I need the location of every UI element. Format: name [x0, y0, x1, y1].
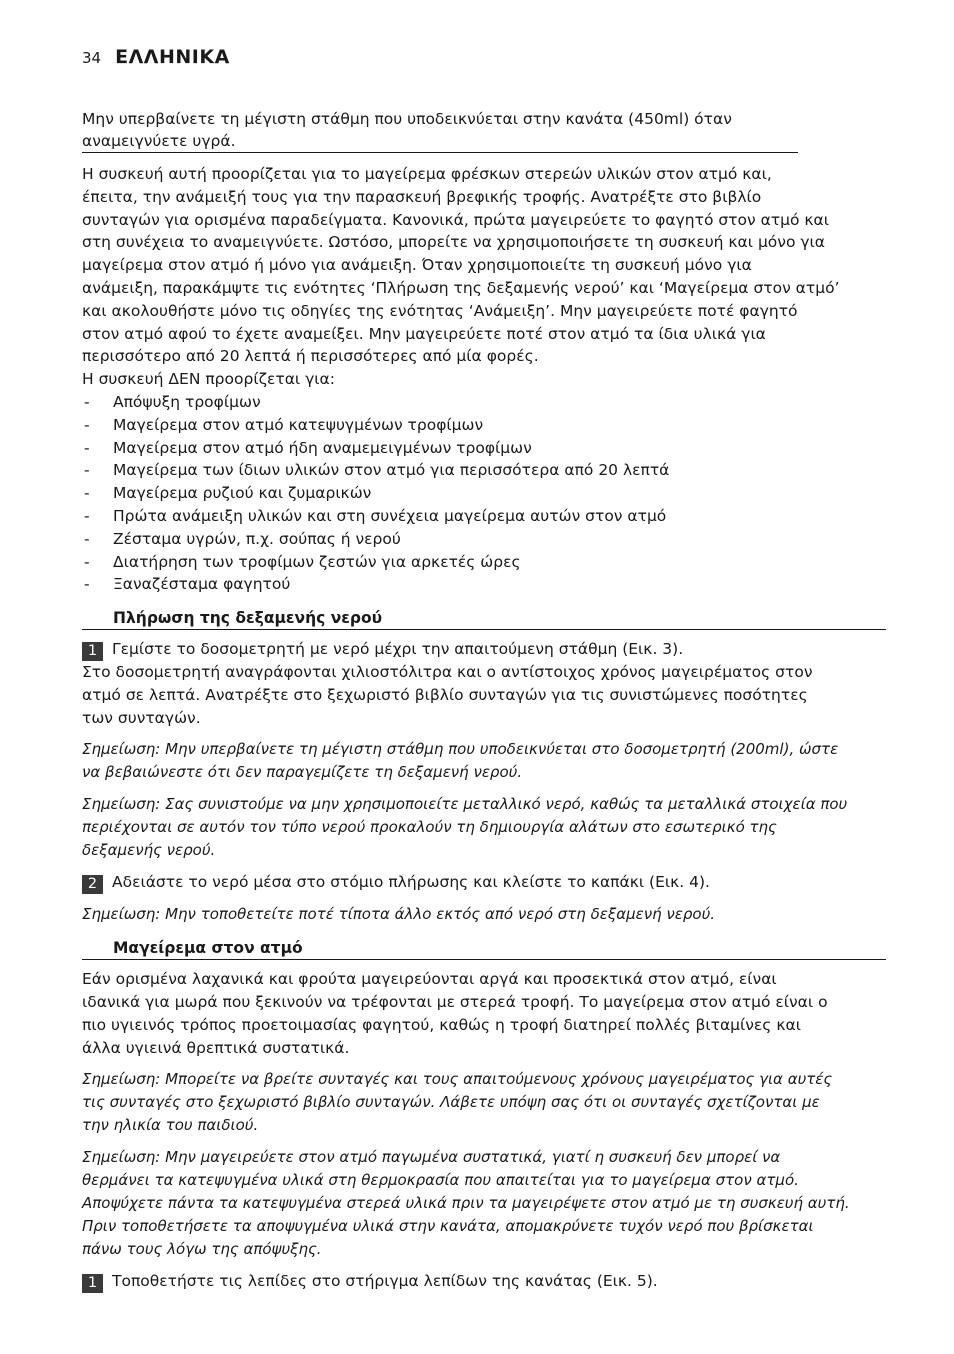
note-line: δεξαμενής νερού. — [82, 841, 216, 860]
note-line: Σημείωση: Μπορείτε να βρείτε συνταγές και τους απαιτούμενους χρόνους μαγειρέματος για αυτές — [82, 1070, 833, 1089]
text-line: περισσότερο από 20 λεπτά ή περισσότερες από μία φορές. — [82, 347, 539, 366]
list-item: - Ξαναζέσταμα φαγητού — [82, 573, 890, 596]
bullet-dash: - — [84, 438, 90, 457]
steaming-paragraph — [82, 968, 890, 1059]
text-line: ατμό σε λεπτά. Ανατρέξτε στο ξεχωριστό βιβλίο συνταγών για τις συνιστώμενες ποσότητες — [82, 685, 808, 704]
text-line: στον ατμό αφού το έχετε αναμείξει. Μην μαγειρεύετε ποτέ στον ατμό τα ίδια υλικά για — [82, 324, 766, 343]
note-line: θερμάνει τα κατεψυγμένα υλικά στη θερμοκρασία που απαιτείται για το μαγείρεμα στον ατμό. — [82, 1171, 799, 1190]
bullet-dash: - — [84, 506, 90, 525]
page-number: 34 — [82, 49, 102, 67]
bullet-dash: - — [84, 415, 90, 434]
warning-line: αναμειγνύετε υγρά. — [82, 130, 236, 153]
note-line: Σημείωση: Μην υπερβαίνετε τη μέγιστη στάθμη που υποδεικνύεται στο δοσομετρητή (200ml), ώστε — [82, 740, 839, 759]
text-line: Η συσκευή αυτή προορίζεται για το μαγείρεμα φρέσκων στερεών υλικών στον ατμό και, — [82, 165, 772, 183]
list-item: - Απόψυξη τροφίμων — [82, 391, 890, 414]
step-text: Τοποθετήστε τις λεπίδες στο στήριγμα λεπίδων της κανάτας (Εικ. 5). — [112, 1272, 658, 1291]
list-item: - Πρώτα ανάμειξη υλικών και στη συνέχεια μαγείρεμα αυτών στον ατμό — [82, 505, 890, 528]
note-max-level — [82, 738, 890, 784]
bullet-dash: - — [84, 529, 90, 548]
text-line: ανάμειξη, παρακάμψτε τις ενότητες ‘Πλήρωση της δεξαμενής νερού’ και ‘Μαγείρεμα στον ατμό’ — [82, 278, 840, 297]
list-item: - Μαγείρεμα στον ατμό ήδη αναμεμειγμένων τροφίμων — [82, 437, 890, 460]
text-line: έπειτα, την ανάμειξή τους για την παρασκευή βρεφικής τροφής. Ανατρέξτε στο βιβλίο — [82, 187, 762, 206]
text-line: συνταγών για ορισμένα παραδείγματα. Κανονικά, πρώτα μαγειρεύετε το φαγητό στον ατμό και — [82, 210, 829, 229]
note-line: Σημείωση: Σας συνιστούμε να μην χρησιμοποιείτε μεταλλικό νερό, καθώς τα μεταλλικά στοιχεία που — [82, 795, 848, 814]
step-number-badge: 2 — [82, 875, 103, 894]
note-line: Σημείωση: Μην μαγειρεύετε στον ατμό παγωμένα συστατικά, γιατί η συσκευή δεν μπορεί να — [82, 1148, 781, 1167]
bullet-dash: - — [84, 392, 90, 411]
step-number-badge: 1 — [82, 642, 103, 661]
note-frozen-ingredients — [82, 1146, 890, 1261]
warning-block — [82, 108, 798, 153]
text-line: στη συνέχεια το αναμειγνύετε. Ωστόσο, μπορείτε να χρησιμοποιήσετε τη συσκευή και μόνο για — [82, 233, 825, 252]
list-item: - Ζέσταμα υγρών, π.χ. σούπας ή νερού — [82, 528, 890, 551]
warning-line: Μην υπερβαίνετε τη μέγιστη στάθμη που υποδεικνύεται στην κανάτα (450ml) όταν — [82, 110, 732, 128]
step-2-pour-water — [82, 871, 890, 894]
main-content — [82, 163, 890, 1293]
section-heading-steaming: Μαγείρεμα στον ατμό — [82, 937, 886, 960]
text-line: και ακολουθήστε μόνο τις οδηγίες της ενότητας ‘Ανάμειξη’. Μην μαγειρεύετε ποτέ φαγητό — [82, 301, 798, 320]
text-line: πιο υγιεινός τρόπος προετοιμασίας φαγητού, καθώς η τροφή διατηρεί πολλές βιταμίνες και — [82, 1015, 801, 1034]
list-item: - Μαγείρεμα των ίδιων υλικών στον ατμό για περισσότερα από 20 λεπτά — [82, 459, 890, 482]
list-item: - Διατήρηση των τροφίμων ζεστών για αρκετές ώρες — [82, 551, 890, 574]
text-line: Στο δοσομετρητή αναγράφονται χιλιοστόλιτρα και ο αντίστοιχος χρόνος μαγειρέματος στον — [82, 662, 813, 681]
intro-paragraph — [82, 163, 890, 391]
bullet-dash: - — [84, 552, 90, 571]
step-number-badge: 1 — [82, 1274, 103, 1293]
step-1-fill-measuring-cup — [82, 638, 890, 661]
note-line: Πριν τοποθετήσετε τα αποψυγμένα υλικά στην κανάτα, απομακρύνετε τυχόν νερό που βρίσκεται — [82, 1217, 814, 1236]
note-line: την ηλικία του παιδιού. — [82, 1116, 259, 1135]
step-text: Αδειάστε το νερό μέσα στο στόμιο πλήρωσης και κλείστε το καπάκι (Εικ. 4). — [112, 873, 710, 892]
bullet-dash: - — [84, 575, 90, 594]
step-text: Γεμίστε το δοσομετρητή με νερό μέχρι την απαιτούμενη στάθμη (Εικ. 3). — [112, 640, 684, 659]
note-mineral-water — [82, 793, 890, 862]
page-header — [82, 46, 230, 68]
note-line: τις συνταγές στο ξεχωριστό βιβλίο συνταγών. Λάβετε υπόψη σας ότι οι συνταγές σχετίζονται με — [82, 1093, 820, 1112]
text-line: Η συσκευή ΔΕΝ προορίζεται για: — [82, 370, 335, 389]
note-line: να βεβαιώνεστε ότι δεν παραγεμίζετε τη δεξαμενή νερού. — [82, 763, 523, 782]
text-line: των συνταγών. — [82, 708, 201, 727]
text-line: μαγείρεμα στον ατμό ή μόνο για ανάμειξη. Όταν χρησιμοποιείτε τη συσκευή μόνο για — [82, 256, 752, 275]
not-intended-list — [82, 391, 890, 596]
note-recipes — [82, 1068, 890, 1137]
list-item: - Μαγείρεμα ρυζιού και ζυμαρικών — [82, 482, 890, 505]
note-line: περιέχονται σε αυτόν τον τύπο νερού προκαλούν τη δημιουργία αλάτων στο εσωτερικό της — [82, 818, 777, 837]
note-only-water: Σημείωση: Μην τοποθετείτε ποτέ τίποτα άλλο εκτός από νερό στη δεξαμενή νερού. — [82, 905, 716, 924]
bullet-dash: - — [84, 461, 90, 480]
section-heading-fill-water-tank: Πλήρωση της δεξαμενής νερού — [82, 607, 886, 630]
text-line: ιδανικά για μωρά που ξεκινούν να τρέφονται με στερεά τροφή. Το μαγείρεμα στον ατμό είναι ο — [82, 992, 828, 1011]
text-line: Εάν ορισμένα λαχανικά και φρούτα μαγειρεύονται αργά και προσεκτικά στον ατμό, είναι — [82, 970, 777, 989]
bullet-dash: - — [84, 484, 90, 503]
text-line: άλλα υγιεινά θρεπτικά συστατικά. — [82, 1038, 350, 1057]
step-1-place-blades — [82, 1270, 890, 1293]
list-item: - Μαγείρεμα στον ατμό κατεψυγμένων τροφίμων — [82, 414, 890, 437]
language-title: ΕΛΛΗΝΙΚΑ — [115, 46, 230, 68]
note-line: πάνω τους λόγω της απόψυξης. — [82, 1240, 322, 1259]
note-line: Αποψύχετε πάντα τα κατεψυγμένα στερεά υλικά πριν τα μαγειρέψετε στον ατμό με τη συσκευή αυτή. — [82, 1194, 850, 1213]
